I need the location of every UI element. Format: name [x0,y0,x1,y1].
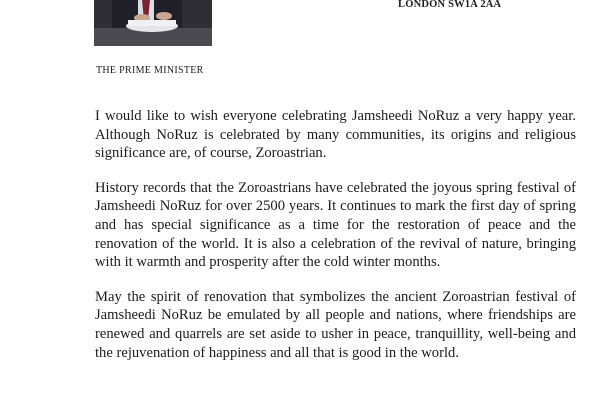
letter-paragraph: May the spirit of renovation that symbolizes the ancient Zoroastrian festival of Jamsheedi NoRuz be emulated by all people and nations, where friendships are renewed and quarrels are set aside to usher in peace, tranquillity, well-being and the rejuvenation of happiness and all that is good in the world. [95,288,576,361]
office-title: THE PRIME MINISTER [96,65,204,76]
prime-minister-photo [94,0,212,46]
letter-paragraph: I would like to wish everyone celebrating Jamsheedi NoRuz a very happy year. Although NoRuz is celebrated by many communities, its origins and religious significance are, of course, Zoroastrian. [95,108,576,162]
letter-paragraph: History records that the Zoroastrians have celebrated the joyous spring festival of Jamsheedi NoRuz for over 2500 years. It continues to mark the first day of spring and has special significance as a time for the restoration of peace and the renovation of the world. It is also a celebration of the revival of nature, bringing with it warmth and prosperity after the cold winter months. [95,179,576,271]
address-line: LONDON SW1A 2AA [398,0,502,10]
letter-body [95,107,576,378]
